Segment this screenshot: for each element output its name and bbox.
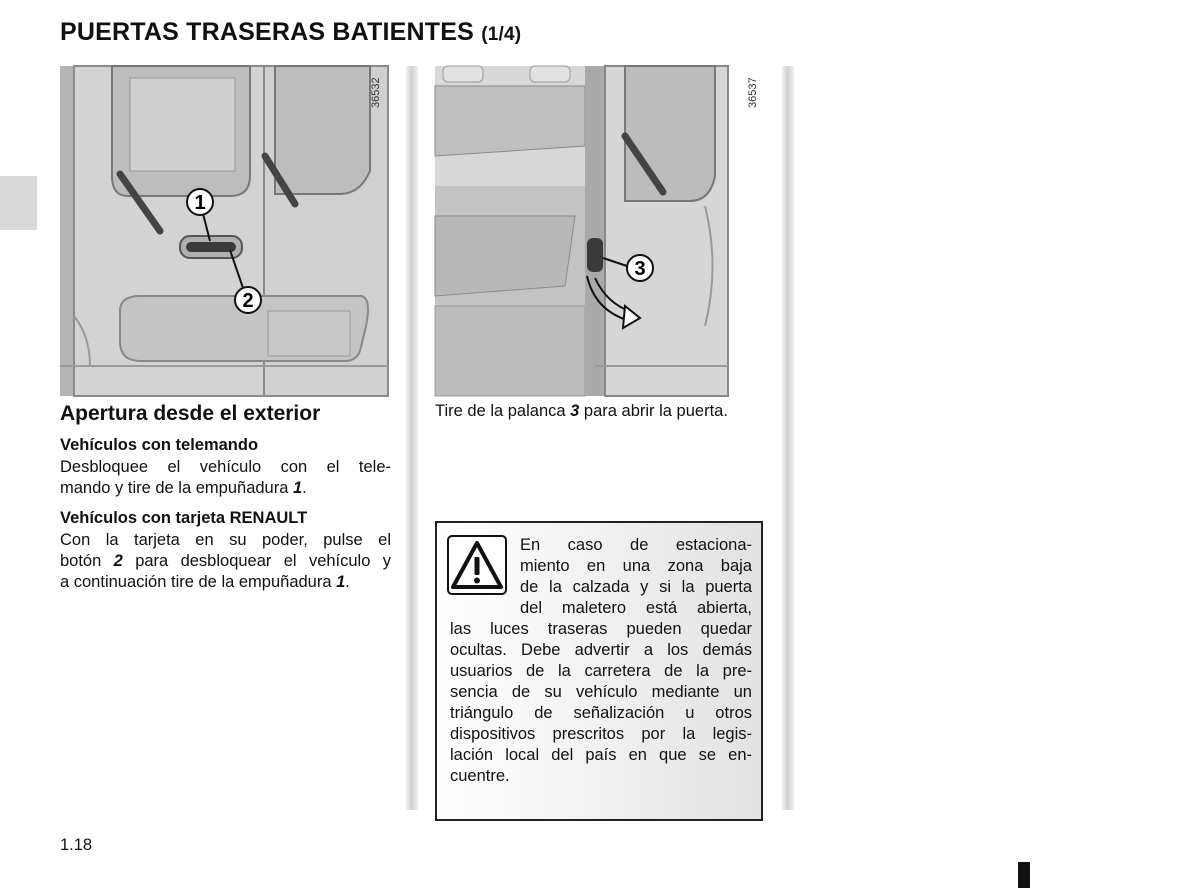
svg-text:2: 2 (242, 290, 254, 312)
lever-caption: Tire de la palanca 3 para abrir la puerta. (435, 402, 728, 420)
page-title (60, 18, 521, 47)
section-tab (0, 176, 37, 230)
callout-1 (187, 189, 213, 215)
callout-3 (627, 255, 653, 281)
column-separator (406, 66, 418, 810)
card-subheading: Vehículos con tarjeta RENAULT (60, 509, 308, 527)
remote-line-1: Desbloquee el vehículo con el tele- (60, 458, 391, 476)
svg-text:3: 3 (634, 258, 646, 280)
remote-paragraph (60, 457, 391, 499)
remote-subheading: Vehículos con telemando (60, 436, 259, 454)
card-line-2: botón 2 para desbloquear el vehículo y (60, 552, 392, 570)
image-ref-number: 36532 (370, 77, 382, 108)
rear-door-exterior-illustration (60, 66, 388, 396)
page-number: 1.18 (60, 836, 93, 854)
warning-box (435, 521, 763, 821)
card-paragraph (60, 530, 391, 593)
title-text: PUERTAS TRASERAS BATIENTES (60, 18, 475, 46)
rear-doors-drawing (60, 66, 388, 396)
image-ref-number: 36537 (747, 77, 759, 108)
column-separator (782, 66, 794, 810)
remote-line-2: mando y tire de la empuñadura 1. (60, 479, 307, 497)
interior-lever-drawing (435, 66, 728, 396)
rear-door-interior-illustration (435, 66, 759, 396)
svg-text:1: 1 (194, 192, 206, 214)
card-line-3: a continuación tire de la empuñadura 1. (60, 573, 350, 591)
card-line-1: Con la tarjeta en su poder, pulse el (60, 531, 391, 549)
warning-text: En caso de estaciona- miento en una zona baja de la calzada y si la puerta del maletero está abierta, las luces traseras pueden quedar ocultas. Debe advertir a los demás usuarios de la carretera de la pre- sencia de su vehículo mediante un triángulo de señalización u otros dispositivos prescritos por la legis- lación local del país en que se en- cuentre. (450, 536, 752, 785)
section-heading: Apertura desde el exterior (60, 402, 321, 425)
title-part: (1/4) (481, 24, 522, 45)
callout-2 (235, 287, 261, 313)
page-corner-mark (1018, 862, 1030, 888)
